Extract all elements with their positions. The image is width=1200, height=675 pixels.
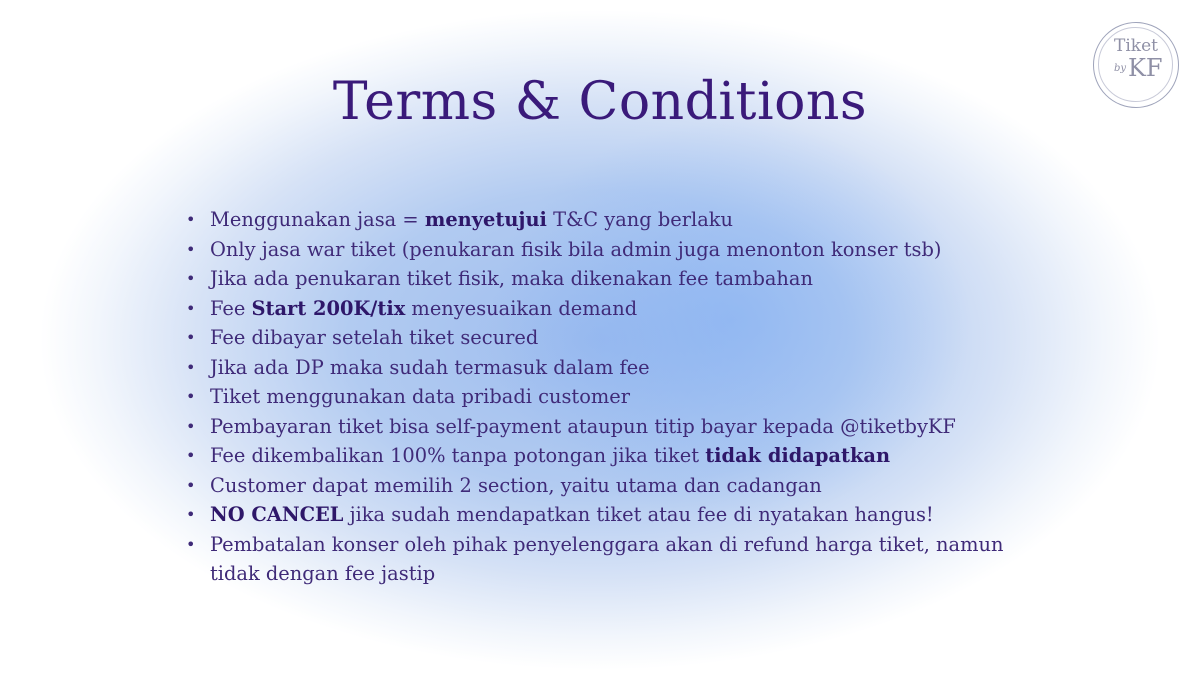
terms-item	[186, 235, 1046, 265]
logo-text-tiket: Tiket	[1114, 36, 1158, 56]
bullet-icon: •	[186, 387, 196, 406]
term-text: Menggunakan jasa =	[210, 208, 425, 231]
terms-item	[186, 500, 1046, 530]
terms-item	[186, 530, 1046, 589]
term-text: menyesuaikan demand	[405, 296, 638, 320]
logo-text-by: by	[1114, 63, 1127, 74]
bullet-icon: •	[186, 446, 196, 465]
bullet-icon: •	[186, 239, 196, 259]
term-text: Tiket menggunakan data pribadi customer	[210, 385, 631, 408]
term-text: Only jasa war tiket (penukaran fisik bila admin juga menonton konser tsb)	[210, 237, 942, 261]
term-text: Fee	[210, 296, 252, 320]
term-text: Fee dikembalikan 100% tanpa potongan jika tiket	[210, 444, 706, 467]
term-bold-text: Start 200K/tix	[251, 296, 406, 320]
bullet-icon: •	[186, 505, 196, 524]
term-text: Fee dibayar setelah tiket secured	[210, 326, 539, 349]
logo-text-kf: KF	[1128, 54, 1163, 82]
terms-item	[186, 353, 1046, 383]
terms-item	[186, 264, 1046, 294]
bullet-icon: •	[186, 475, 196, 495]
bullet-icon: •	[186, 269, 196, 288]
terms-item	[186, 294, 1046, 324]
terms-list	[186, 205, 1046, 589]
terms-item	[186, 323, 1046, 353]
term-bold-text: tidak didapatkan	[705, 444, 891, 467]
bullet-icon: •	[186, 416, 196, 436]
terms-item	[186, 471, 1046, 501]
bullet-icon: •	[186, 328, 196, 347]
terms-item	[186, 441, 1046, 471]
term-text: Customer dapat memilih 2 section, yaitu utama dan cadangan	[210, 473, 822, 497]
term-text: Jika ada DP maka sudah termasuk dalam fee	[210, 355, 650, 379]
terms-item	[186, 382, 1046, 412]
bullet-icon: •	[186, 357, 196, 377]
terms-item	[186, 412, 1046, 442]
term-text: jika sudah mendapatkan tiket atau fee di nyatakan hangus!	[343, 503, 934, 526]
term-bold-text: NO CANCEL	[210, 503, 344, 526]
bullet-icon: •	[186, 210, 196, 229]
term-text: Pembayaran tiket bisa self-payment ataupun titip bayar kepada @tiketbyKF	[210, 414, 956, 438]
terms-item	[186, 205, 1046, 235]
term-text: Jika ada penukaran tiket fisik, maka dikenakan fee tambahan	[210, 267, 813, 290]
bullet-icon: •	[186, 298, 196, 318]
page-title: Terms & Conditions	[332, 72, 868, 132]
bullet-icon: •	[186, 534, 196, 554]
term-text: Pembatalan konser oleh pihak penyelenggara akan di refund harga tiket, namun tidak dengan fee jastip	[210, 532, 1004, 585]
term-bold-text: menyetujui	[424, 208, 547, 231]
term-text: T&C yang berlaku	[546, 208, 734, 231]
